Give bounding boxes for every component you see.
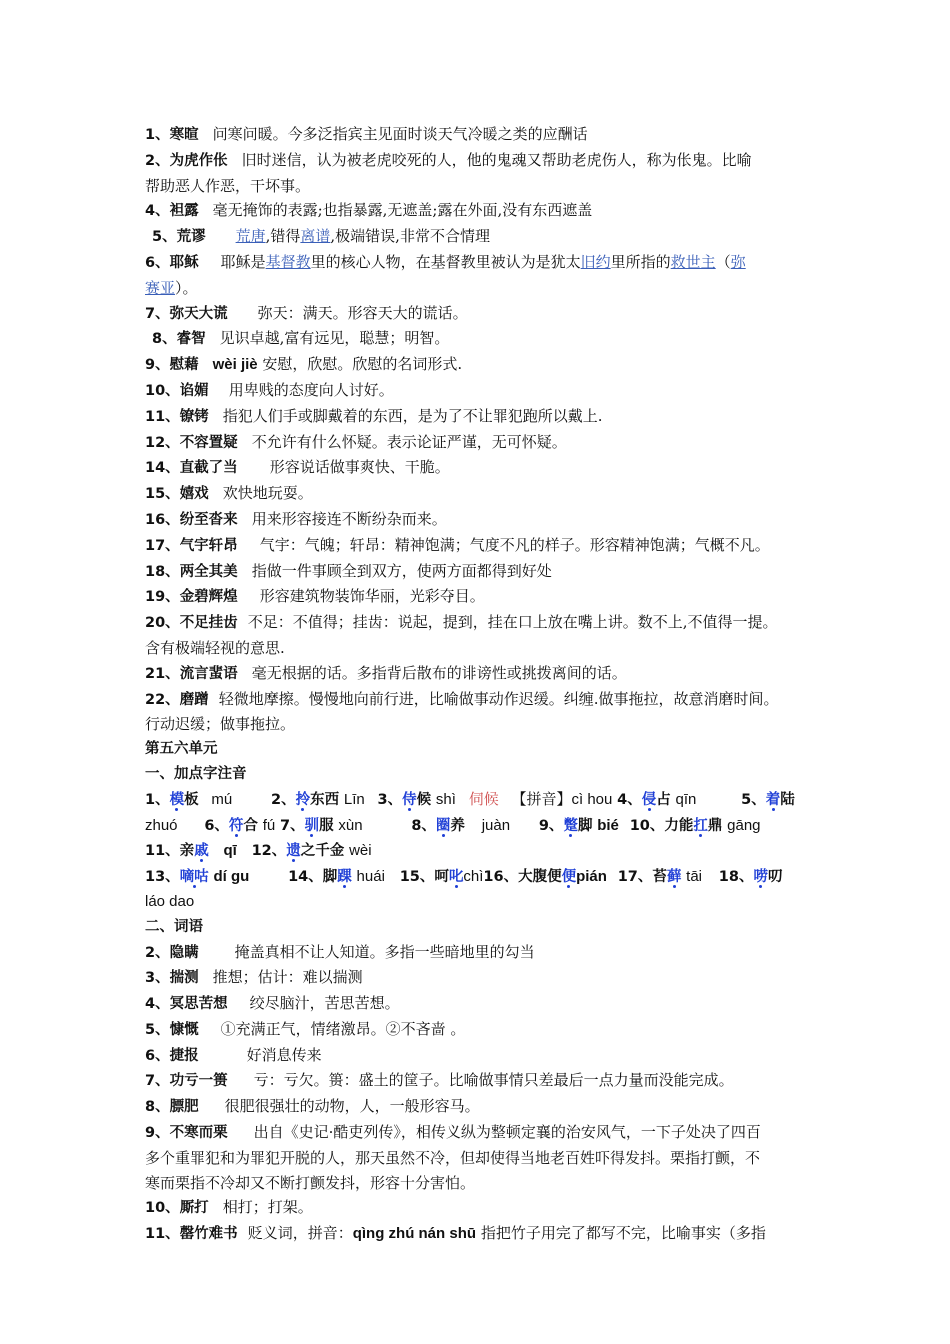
entry-definition: 欢快地玩耍。 <box>222 484 313 503</box>
pronunciation-row-4 <box>145 864 825 890</box>
entry-number: 18、 <box>145 563 180 580</box>
section-heading-pronunciation: 一、加点字注音 <box>145 765 247 782</box>
pinyin: tāi <box>686 868 703 886</box>
entry-number: 21、 <box>145 665 180 682</box>
pinyin: bié <box>597 816 619 834</box>
pinyin: juàn <box>481 816 511 834</box>
red-note: 伺候 <box>468 789 499 808</box>
entry-number: 10、 <box>145 1200 180 1217</box>
entry-number: 1、 <box>145 127 170 143</box>
text: ）。 <box>175 278 198 297</box>
entry-number: 8、 <box>145 1099 170 1116</box>
entry-number: 6、 <box>145 254 170 271</box>
entry-definition: 毫无根据的话。多指背后散布的诽谤性或挑拨离间的话。 <box>251 663 627 682</box>
entry-number: 7、 <box>145 1073 170 1090</box>
item-number: 14、脚 <box>288 869 338 886</box>
entry-number: 19、 <box>145 589 180 606</box>
dotted-char: 拎 <box>295 791 311 808</box>
entry-title: 慷慨 <box>169 1021 199 1038</box>
dotted-char: 戚 <box>194 843 209 860</box>
entry-title: 嬉戏 <box>179 486 209 503</box>
entry-definition: 形容说话做事爽快、干脆。 <box>269 458 450 477</box>
pinyin: gāng <box>727 816 761 834</box>
entry-definition: 出自《史记·酷吏列传》，相传义纵为整顿定襄的治安风气，一下子处决了四百 <box>253 1123 761 1142</box>
pinyin: dí gu <box>213 868 250 886</box>
text: ,极端错误,非常不合情理 <box>330 227 490 246</box>
entry-number: 4、 <box>145 996 170 1013</box>
entry-11 <box>145 404 825 430</box>
item-number: 15、呵 <box>399 869 449 886</box>
entry-title: 袒露 <box>169 203 199 220</box>
item-number: 8、 <box>411 817 436 834</box>
entry-number: 15、 <box>145 486 180 503</box>
word-part: 陆 <box>780 791 795 808</box>
entry-definition: 不允许有什么怀疑。表示论证严谨，无可怀疑。 <box>251 432 567 451</box>
entry-number: 8、 <box>152 331 177 348</box>
entry-number: 14、 <box>145 460 180 477</box>
entry-22 <box>145 687 825 713</box>
entry-definition: 指做一件事顾全到双方，使两方面都得到好处 <box>251 561 552 580</box>
entry-title: 两全其美 <box>179 563 238 580</box>
link-misaiya-cont[interactable]: 赛亚 <box>145 278 176 297</box>
item-number: 5、 <box>741 791 766 808</box>
entry-definition: 亏：亏欠。篑：盛土的筐子。比喻做事情只差最后一点力量而没能完成。 <box>253 1071 734 1090</box>
word-entry-8 <box>145 1094 825 1120</box>
item-number: 3、 <box>377 791 403 808</box>
pronunciation-row-3 <box>145 838 825 864</box>
entry-number: 10、 <box>145 382 180 399</box>
item-number: 6、 <box>204 817 229 834</box>
entry-title: 揣测 <box>169 970 199 987</box>
item-number: 17、苔 <box>617 869 667 886</box>
text: 里的核心人物，在基督教里被认为是犹太 <box>310 252 581 271</box>
dotted-char: 扛 <box>693 817 708 834</box>
entry-5 <box>145 224 825 250</box>
entry-title: 罄竹难书 <box>179 1226 238 1243</box>
dotted-char: 嘀咕 <box>179 869 209 886</box>
entry-title: 慰藉 <box>169 357 199 374</box>
pinyin: pián <box>576 868 607 886</box>
entry-number: 9、 <box>145 1125 170 1142</box>
dotted-char: 模 <box>169 791 185 808</box>
entry-number: 12、 <box>145 434 180 451</box>
entry-12 <box>145 430 825 456</box>
pronunciation-row-5: láo dao <box>145 892 195 910</box>
entry-number: 4、 <box>145 203 170 220</box>
text: 耶稣是 <box>220 252 266 271</box>
item-number: 12、 <box>251 843 287 860</box>
pinyin: shì <box>435 790 456 808</box>
item-number: 9、 <box>538 817 564 834</box>
link-jiushizhu[interactable]: 救世主 <box>670 252 716 271</box>
entry-definition: ①充满正气，情绪激昂。②不吝啬 。 <box>220 1019 466 1038</box>
pinyin: wèi jiè <box>212 356 258 374</box>
entry-definition: 贬义词，拼音： <box>247 1224 353 1243</box>
entry-definition: 用卑贱的态度向人讨好。 <box>228 380 394 399</box>
entry-title: 耶稣 <box>169 254 199 271</box>
word-part: 占 <box>656 791 671 808</box>
word-part: 养 <box>450 817 465 834</box>
pinyin: huái <box>356 868 385 886</box>
entry-title: 流言蜚语 <box>179 665 238 682</box>
dotted-char: 符 <box>228 817 244 834</box>
entry-number: 9、 <box>145 357 170 374</box>
entry-title: 为虎作伥 <box>169 152 228 169</box>
entry-title: 直截了当 <box>179 460 238 477</box>
text: ,错得 <box>265 227 301 246</box>
pronunciation-row-1 <box>145 787 825 813</box>
entry-number: 2、 <box>145 944 170 961</box>
entry-definition: 问寒问暖。今多泛指宾主见面时谈天气冷暖之类的应酬话 <box>212 125 588 143</box>
pinyin: fú <box>262 816 276 834</box>
entry-title: 弥天大谎 <box>169 305 228 322</box>
entry-title: 功亏一篑 <box>169 1073 228 1090</box>
entry-10 <box>145 378 825 404</box>
entry-number: 2、 <box>145 152 170 169</box>
entry-number: 16、 <box>145 511 180 528</box>
entry-number: 7、 <box>145 305 170 322</box>
text: （ <box>715 252 731 271</box>
word-part: 板 <box>184 791 199 808</box>
entry-number: 17、 <box>145 537 180 554</box>
document-page <box>145 122 825 1247</box>
entry-title: 不容置疑 <box>179 434 238 451</box>
item-number: 2、 <box>271 791 296 808</box>
pinyin: qī <box>223 842 237 860</box>
entry-number: 11、 <box>145 408 180 425</box>
entry-15 <box>145 481 825 507</box>
dotted-char: 唠 <box>753 869 768 886</box>
pinyin: mú <box>211 790 233 808</box>
dotted-char: 着 <box>765 791 781 808</box>
entry-title: 镣铐 <box>179 408 209 425</box>
entry-definition: 见识卓越,富有远见，聪慧；明智。 <box>219 329 450 348</box>
pinyin: cì hou <box>571 790 613 808</box>
item-number: 13、 <box>145 869 180 886</box>
entry-title: 不寒而栗 <box>169 1125 228 1142</box>
dotted-char: 便 <box>561 869 577 886</box>
entry-definition: 轻微地摩擦。慢慢地向前行进，比喻做事动作迟缓。纠缠.做事拖拉，故意消磨时间。 <box>218 689 779 708</box>
entry-title: 气宇轩昂 <box>179 537 238 554</box>
entry-number: 22、 <box>145 691 180 708</box>
dotted-char: 圈 <box>435 817 451 834</box>
pinyin: zhuó <box>145 816 178 834</box>
entry-1 <box>145 122 825 148</box>
word-entry-7 <box>145 1068 825 1094</box>
entry-6 <box>145 250 825 276</box>
entry-definition: 相打；打架。 <box>222 1198 313 1217</box>
entry-title: 冥思苦想 <box>169 996 228 1013</box>
item-number: 16、大腹便 <box>483 869 562 886</box>
dotted-char: 遗 <box>286 843 301 860</box>
entry-definition: 掩盖真相不让人知道。多指一些暗地里的勾当 <box>234 942 535 961</box>
entry-title: 厮打 <box>179 1200 209 1217</box>
entry-number: 5、 <box>152 229 177 246</box>
entry-22-cont: 行动迟缓；做事拖拉。 <box>145 715 296 734</box>
entry-18 <box>145 559 825 585</box>
word-entry-11 <box>145 1221 825 1247</box>
entry-title: 磨蹭 <box>179 691 209 708</box>
entry-title: 不足挂齿 <box>179 615 238 632</box>
word-entry-10 <box>145 1195 825 1221</box>
entry-definition: 指把竹子用完了都写不完，比喻事实（多指 <box>480 1224 766 1243</box>
entry-14 <box>145 455 825 481</box>
entry-number: 11、 <box>145 1226 180 1243</box>
link-misaiya[interactable]: 弥 <box>730 252 746 271</box>
entry-title: 谄媚 <box>179 382 209 399</box>
dotted-char: 侍 <box>402 791 417 808</box>
pinyin: qìng zhú nán shū <box>352 1225 477 1243</box>
word-entry-3 <box>145 965 825 991</box>
entry-16 <box>145 507 825 533</box>
entry-number: 5、 <box>145 1021 170 1038</box>
entry-title: 金碧辉煌 <box>179 589 238 606</box>
unit-heading: 第五六单元 <box>145 741 218 758</box>
pinyin: qīn <box>675 790 697 808</box>
dotted-char: 蹩 <box>563 817 578 834</box>
entry-6-cont <box>145 276 825 301</box>
word-entry-6 <box>145 1043 825 1069</box>
entry-number: 3、 <box>145 970 170 987</box>
entry-title: 捷报 <box>169 1047 199 1064</box>
item-number: 1、 <box>145 791 170 808</box>
dotted-char: 踝 <box>337 869 352 886</box>
entry-number: 20、 <box>145 615 180 632</box>
entry-number: 6、 <box>145 1047 170 1064</box>
dotted-char: 叱 <box>448 869 464 886</box>
entry-8 <box>145 326 825 352</box>
entry-definition: 推想；估计：难以揣测 <box>212 968 363 987</box>
entry-title: 睿智 <box>176 331 206 348</box>
entry-title: 膘肥 <box>169 1099 199 1116</box>
item-number: 7、 <box>279 817 305 834</box>
entry-7 <box>145 301 825 327</box>
entry-title: 隐瞒 <box>169 944 199 961</box>
word-part: 叨 <box>767 869 783 886</box>
entry-definition: 指犯人们手或脚戴着的东西，是为了不让罪犯跑所以戴上. <box>222 406 603 425</box>
word-part: 合 <box>243 817 258 834</box>
entry-title: 纷至沓来 <box>179 511 238 528</box>
entry-definition: 旧时迷信，认为被老虎咬死的人，他的鬼魂又帮助老虎伤人，称为伥鬼。比喻 <box>241 150 752 169</box>
dotted-char: 侵 <box>641 791 657 808</box>
entry-4 <box>145 198 825 224</box>
entry-19 <box>145 584 825 610</box>
entry-20 <box>145 610 825 636</box>
dotted-char: 藓 <box>666 869 682 886</box>
entry-17 <box>145 533 825 559</box>
entry-definition: 好消息传来 <box>246 1045 322 1064</box>
entry-definition: 形容建筑物装饰华丽，光彩夺目。 <box>259 587 485 606</box>
pinyin: wèi <box>349 842 372 860</box>
word-part: 脚 <box>577 817 593 834</box>
word-entry-4 <box>145 991 825 1017</box>
link-jiuyue[interactable]: 旧约 <box>580 252 611 271</box>
item-number: 4、 <box>617 791 642 808</box>
entry-definition: 绞尽脑汁，苦思苦想。 <box>249 994 400 1013</box>
entry-definition: 安慰，欣慰。欣慰的名词形式. <box>262 355 463 374</box>
word-entry-9-cont: 寒而栗指不冷却又不断打颤发抖，形容十分害怕。 <box>145 1173 476 1192</box>
entry-2 <box>145 148 825 174</box>
word-part: 候 <box>416 791 432 808</box>
entry-definition: 弥天：满天。形容天大的谎话。 <box>257 303 468 322</box>
entry-definition: 不足：不值得；挂齿：说起，提到，挂在口上放在嘴上讲。数不上,不值得一提。 <box>247 613 778 632</box>
entry-21 <box>145 661 825 687</box>
entry-2-cont: 帮助恶人作恶，干坏事。 <box>145 176 311 195</box>
item-number: 11、亲 <box>145 843 195 860</box>
word-part: 东西 <box>310 791 340 808</box>
entry-definition: 很肥很强壮的动物，人，一般形容马。 <box>224 1097 480 1116</box>
item-number: 10、力能 <box>629 817 694 834</box>
text: 里所指的 <box>610 252 671 271</box>
entry-definition: 毫无掩饰的表露;也指暴露,无遮盖;露在外面,没有东西遮盖 <box>212 201 593 220</box>
pinyin: xùn <box>338 816 363 834</box>
word-part: 之千金 <box>300 843 345 860</box>
entry-title: 寒暄 <box>169 127 199 143</box>
entry-definition: 用来形容接连不断纷杂而来。 <box>251 509 447 528</box>
link-huangtang[interactable]: 荒唐 <box>235 227 266 246</box>
link-jidujiao[interactable]: 基督教 <box>265 252 311 271</box>
section-heading-words: 二、词语 <box>145 918 203 935</box>
pinyin: Līn <box>343 790 365 808</box>
word-part: 鼎 <box>707 817 723 834</box>
dotted-char: 驯 <box>304 817 320 834</box>
link-lipu[interactable]: 离谱 <box>300 227 331 246</box>
word-part: 服 <box>319 817 334 834</box>
word-entry-9-cont: 多个重罪犯和为罪犯开脱的人，那天虽然不冷，但却使得当地老百姓吓得发抖。栗指打颤，不 <box>145 1148 761 1167</box>
word-entry-5 <box>145 1017 825 1043</box>
pinyin: chì <box>463 868 484 886</box>
entry-9 <box>145 352 825 378</box>
bracket-label: 【拼音】 <box>511 789 572 808</box>
entry-definition: 气宇：气魄；轩昂：精神饱满；气度不凡的样子。形容精神饱满；气概不凡。 <box>259 535 770 554</box>
entry-20-cont: 含有极端轻视的意思. <box>145 638 285 657</box>
word-entry-2 <box>145 940 825 966</box>
item-number: 18、 <box>718 869 754 886</box>
word-entry-9 <box>145 1120 825 1146</box>
entry-title: 荒谬 <box>176 229 206 246</box>
pronunciation-row-2 <box>145 813 825 839</box>
